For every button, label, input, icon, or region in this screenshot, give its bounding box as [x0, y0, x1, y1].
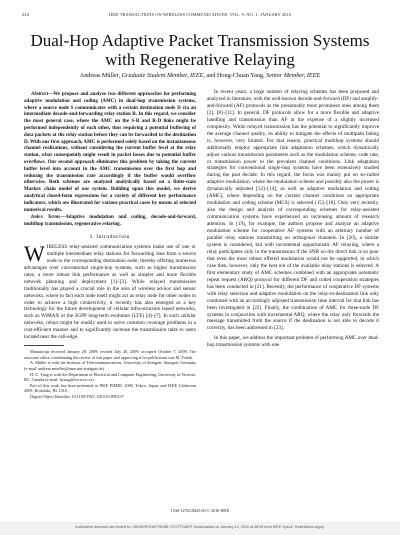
index-terms-text: —Adaptive modulation and coding, decode-and-forward, multihop transmission, regenerative relaying.: [24, 215, 196, 228]
left-column: [24, 92, 196, 400]
copyright-line: 1536-1276/10$25.00 © 2010 IEEE: [170, 508, 230, 513]
index-terms: [24, 215, 196, 229]
drop-cap: W: [24, 240, 45, 266]
abstract-text: —We propose and analyze two different approaches for performing adaptive modulation and coding (AMC) in dual-hop transmission systems, where a source node S communicates with a certain destination node D via an intermediate decode-and-forwarding relay station R. In this regard, we consider the most general case, where the AMC on the S-R and R-D links might be performed independently of each other, thus requiring a potential buffering of data packets at the relay station before they can be forwarded to the destination D. With our first approach, AMC is performed solely based on the instantaneous channel realizations, without considering the current buffer level at the relay station, what consequently might result in packet losses due to potential buffer overflows. Our second approach eliminates this problem by taking the current buffer level into account in the AMC transmission over the first hop and reducing the transmission rate accordingly if the buffer would overflow otherwise. Both schemes are analyzed analytically based on a finite-state Markov chain model of our system. Building upon this model, we derive analytical closed-form expressions for a variety of different key performance indicators, which are illustrated for various practical cases by means of selected numerical results.: [24, 92, 196, 213]
footnote-doi: Digital Object Identifier 10.1109/TWC.2010.01.090137: [30, 393, 124, 399]
footnote-presented: Part of this work has been presented at IEEE PIMRC 2009, Tokyo, Japan, and IEEE Globecom 2009, Honolulu, HI, USA.: [24, 382, 196, 394]
license-notice: Authorized licensed use limited to: UNIVERSITAETSBIBL STUTTGART. Downloaded on January 12, 2010 at 08:09 from IEEE Xplore. Restrictions apply.: [75, 525, 325, 529]
author-2-role: Senior Member, IEEE: [266, 72, 321, 79]
running-header: [22, 12, 378, 17]
page-number: 234: [22, 12, 29, 17]
intro-paragraph: IRELESS relay-assisted communication systems make use of one or multiple intermediate relay stations for forwarding data from a source node to the corresponding destination node, thereby offering numerous advantages over conventional single-hop systems, such as higher transmission rates, a more robust link performance as well as simpler and more flexible network planning and deployment [1]–[3]. While relayed transmission traditionally has played a crucial role in the area of wireless ad-hoc and sensor networks, where in fact each node itself might act as relay node for other nodes in order to achieve a high connectivity, it recently has also emerged as a key technology for the future development of cellular infra-structure based networks, such as WiMAX or the 3GPP long-term evolution (LTE) [4]–[7]. In such cellular networks, relays might be readily used to solve common coverage problems in a cost-efficient manner and to significantly increase the transmission rates to users located near the cell-edge.: [24, 243, 196, 341]
abstract-label: Abstract: [31, 92, 49, 97]
right-paragraph-1: In recent years, a large number of relaying schemes has been proposed and analyzed in literature, with the well-known decode-and-forward (DF) and amplify-and-forward (AF) protocols as the presumably most prominent ones among them [2], [8]–[11]. In general, DF protocols allow for a more flexible and adaptive handling and transmission than AF at the expense of a slightly increased complexity. While relayed transmission has the potential to significantly improve the average channel quality, its ability to mitigate the effects of multipath fading is, however, very limited. For that reason, practical multihop systems should additionally employ appropriate link adaptation schemes, which dynamically adjust various transmission parameters such as the modulation scheme, code rate, or transmission power to the prevalent channel conditions. Link adaptation strategies for conventional single-hop systems have been extensively studied during the past decade. In this regard, the focus was mainly put on so-called adaptive modulation, where the modulation scheme and possibly also the power is dynamically adjusted [12]–[14], as well as adaptive modulation and coding (AMC), where depending on the current channel conditions an appropriate modulation and coding scheme (MCS) is selected [15]–[18]. Only very recently, also the design and analysis of corresponding schemes for relay-assisted communication systems have experienced an increasing amount of research attention. In [19], for example, the authors propose and analyze an adaptive modulation scheme for cooperative AF systems with an arbitrary number of parallel relay stations transmitting on orthogonal channels. In [20], a similar system is considered, but with incremental opportunistic AF relaying, where a relay participates only in the transmission if the SNR on the direct link is so poor that even the most robust offered modulation would not be supported, in which case then, however, only the best out of the available relay stations is selected. A first elementary study of AMC schemes combined with an appropriate automatic repeat request (ARQ) protocol for different DF and coded cooperation strategies has been conducted in [21]. Recently, the performance of cooperative DF systems with relay selection and adaptive modulation on the relay-to-destination link only combined with an accordingly adjusted transmission time interval for that link has been investigated in [22]. Finally, the combination of AMC for three-node DF systems in conjunction with incremental ARQ, where the relay only forwards the message transmitted from the source if the destination is not able to decode it correctly, has been addressed in [23].: [207, 89, 379, 332]
author-2: and Hong-Chuan Yang,: [206, 72, 265, 79]
footnote-divider: [24, 345, 64, 346]
right-paragraph-2: In this paper, we address the important problem of performing AMC over dual-hop transmission systems with one: [207, 335, 379, 349]
title-line-1: Dual-Hop Adaptive Packet Transmission Systems: [30, 31, 370, 50]
introduction: [24, 240, 196, 341]
abstract: [24, 92, 196, 214]
index-terms-label: Index Terms: [31, 215, 61, 221]
author-list: [20, 72, 380, 79]
right-column: [207, 89, 379, 349]
footnote-author-2: H.-C. Yang is with the Department of Electrical and Computer Engineering, University of Victoria, BC, Canada (e-mail: hyang@ece.uvic.ca).: [24, 371, 196, 383]
footnote: [24, 349, 196, 399]
footnote-author-1: A. Müller is with the Institute of Telecommunications, University of Stuttgart, Stuttgart, Germany (e-mail: andreas.mueller@inue.uni-stuttgart.de).: [24, 360, 196, 372]
journal-name: IEEE TRANSACTIONS ON WIRELESS COMMUNICATIONS, VOL. 9, NO. 1, JANUARY 2010: [108, 12, 292, 17]
author-1-role: Graduate Student Member, IEEE,: [121, 72, 205, 79]
author-1: Andreas Müller,: [79, 72, 121, 79]
title-line-2: with Regenerative Relaying: [105, 50, 295, 69]
paper-title: [20, 31, 380, 69]
footnote-manuscript: Manuscript received January 29, 2009; revised July 20, 2009; accepted October 7, 2009. The associate editor coordinating the review of this paper and approving it for publication was M. Torlak.: [24, 349, 196, 360]
section-heading: I. Introduction: [90, 233, 130, 240]
